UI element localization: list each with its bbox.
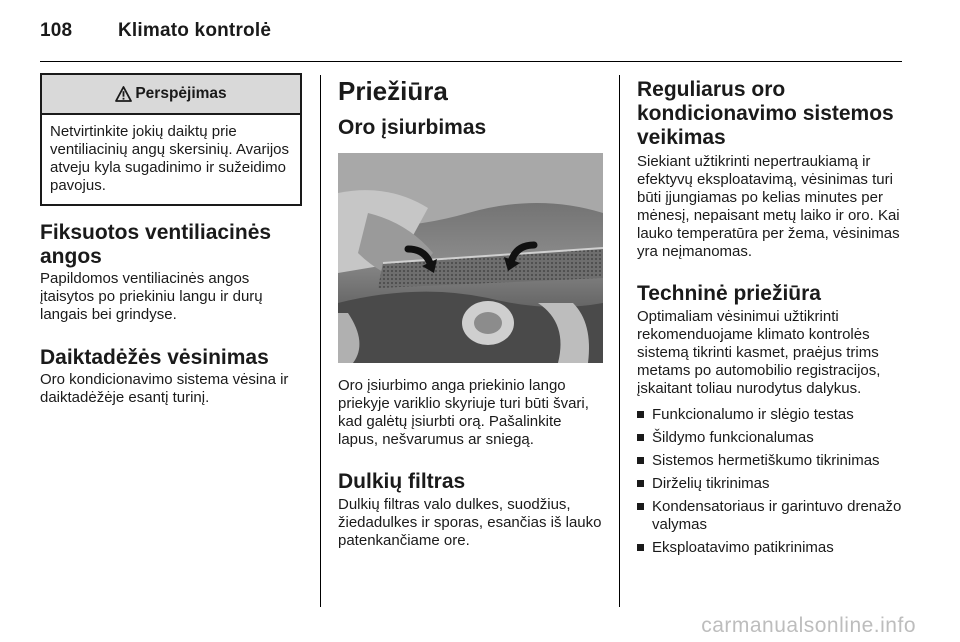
service-heading: Techninė priežiūra bbox=[637, 282, 821, 305]
service-text: Optimaliam vėsinimui užtikrinti rekomenduojame klimato kontrolės sistemą tikrinti kasmet, praėjus trims metams po automobilio registracijos, įskaitant toliau nurodytus dalykus. bbox=[637, 308, 881, 397]
dust-filter-text: Dulkių filtras valo dulkes, suodžius, žiedadulkes ir sporas, esančias iš lauko patenkančiame ore. bbox=[338, 496, 602, 549]
glovebox-cooling-heading: Daiktadėžės vėsinimas bbox=[40, 346, 269, 369]
page-number: 108 bbox=[40, 20, 73, 41]
air-intake-text: Oro įsiurbimo anga priekinio lango priekyje variklio skyriuje turi būti švari, kad galėtų įsiurbti orą. Pašalinkite lapus, nešvarumus ar sniegą. bbox=[338, 377, 589, 448]
fixed-vents-heading: Fiksuotos ventiliacinės angos bbox=[40, 221, 272, 268]
dust-filter-heading: Dulkių filtras bbox=[338, 470, 466, 493]
maintenance-heading: Priežiūra bbox=[338, 76, 448, 106]
warning-text: Netvirtinkite jokių daiktų prie ventiliacinių angų skersinių. Avarijos atveju kyla sugadinimo ir sužeidimo pavojus. bbox=[50, 123, 290, 194]
warning-box bbox=[40, 73, 302, 206]
warning-header bbox=[42, 75, 300, 115]
column-divider-left bbox=[320, 75, 321, 607]
column-left bbox=[40, 73, 302, 407]
column-divider-right bbox=[619, 75, 620, 607]
bullet-square-icon bbox=[637, 411, 644, 418]
warning-title: Perspėjimas bbox=[135, 85, 227, 102]
list-item: Dirželių tikrinimas bbox=[637, 475, 905, 493]
header-rule bbox=[40, 61, 902, 62]
bullet-square-icon bbox=[637, 434, 644, 441]
list-item: Eksploatavimo patikrinimas bbox=[637, 539, 905, 557]
list-item: Šildymo funkcionalumas bbox=[637, 429, 905, 447]
air-intake-heading: Oro įsiurbimas bbox=[338, 116, 487, 139]
regular-operation-text: Siekiant užtikrinti nepertraukiamą ir efektyvų eksploatavimą, vėsinimas turi būti įjungiamas po kelias minutes per mėnesį, nepaisant metų laiko ir oro. Kai lauko temperatūra per žema, vėsinimas yra neįmanomas. bbox=[637, 153, 900, 260]
watermark: carmanualsonline.info bbox=[701, 614, 916, 637]
list-item: Kondensatoriaus ir garintuvo drenažo valymas bbox=[637, 498, 905, 534]
column-right bbox=[637, 73, 905, 562]
bullet-square-icon bbox=[637, 503, 644, 510]
page-header bbox=[40, 20, 271, 42]
glovebox-cooling-text: Oro kondicionavimo sistema vėsina ir daiktadėžėje esantį turinį. bbox=[40, 371, 289, 406]
bullet-square-icon bbox=[637, 457, 644, 464]
bullet-square-icon bbox=[637, 480, 644, 487]
bullet-square-icon bbox=[637, 544, 644, 551]
service-checklist bbox=[637, 406, 905, 557]
chapter-title: Klimato kontrolė bbox=[118, 20, 272, 41]
list-item: Funkcionalumo ir slėgio testas bbox=[637, 406, 905, 424]
warning-triangle-icon bbox=[115, 86, 132, 102]
fixed-vents-text: Papildomos ventiliacinės angos įtaisytos po priekiniu langu ir durų langais bei grindyse. bbox=[40, 270, 263, 323]
list-item: Sistemos hermetiškumo tikrinimas bbox=[637, 452, 905, 470]
column-middle bbox=[338, 73, 603, 550]
regular-operation-heading: Reguliarus oro kondicionavimo sistemos veikimas bbox=[637, 78, 894, 149]
engine-compartment-photo bbox=[338, 153, 603, 363]
